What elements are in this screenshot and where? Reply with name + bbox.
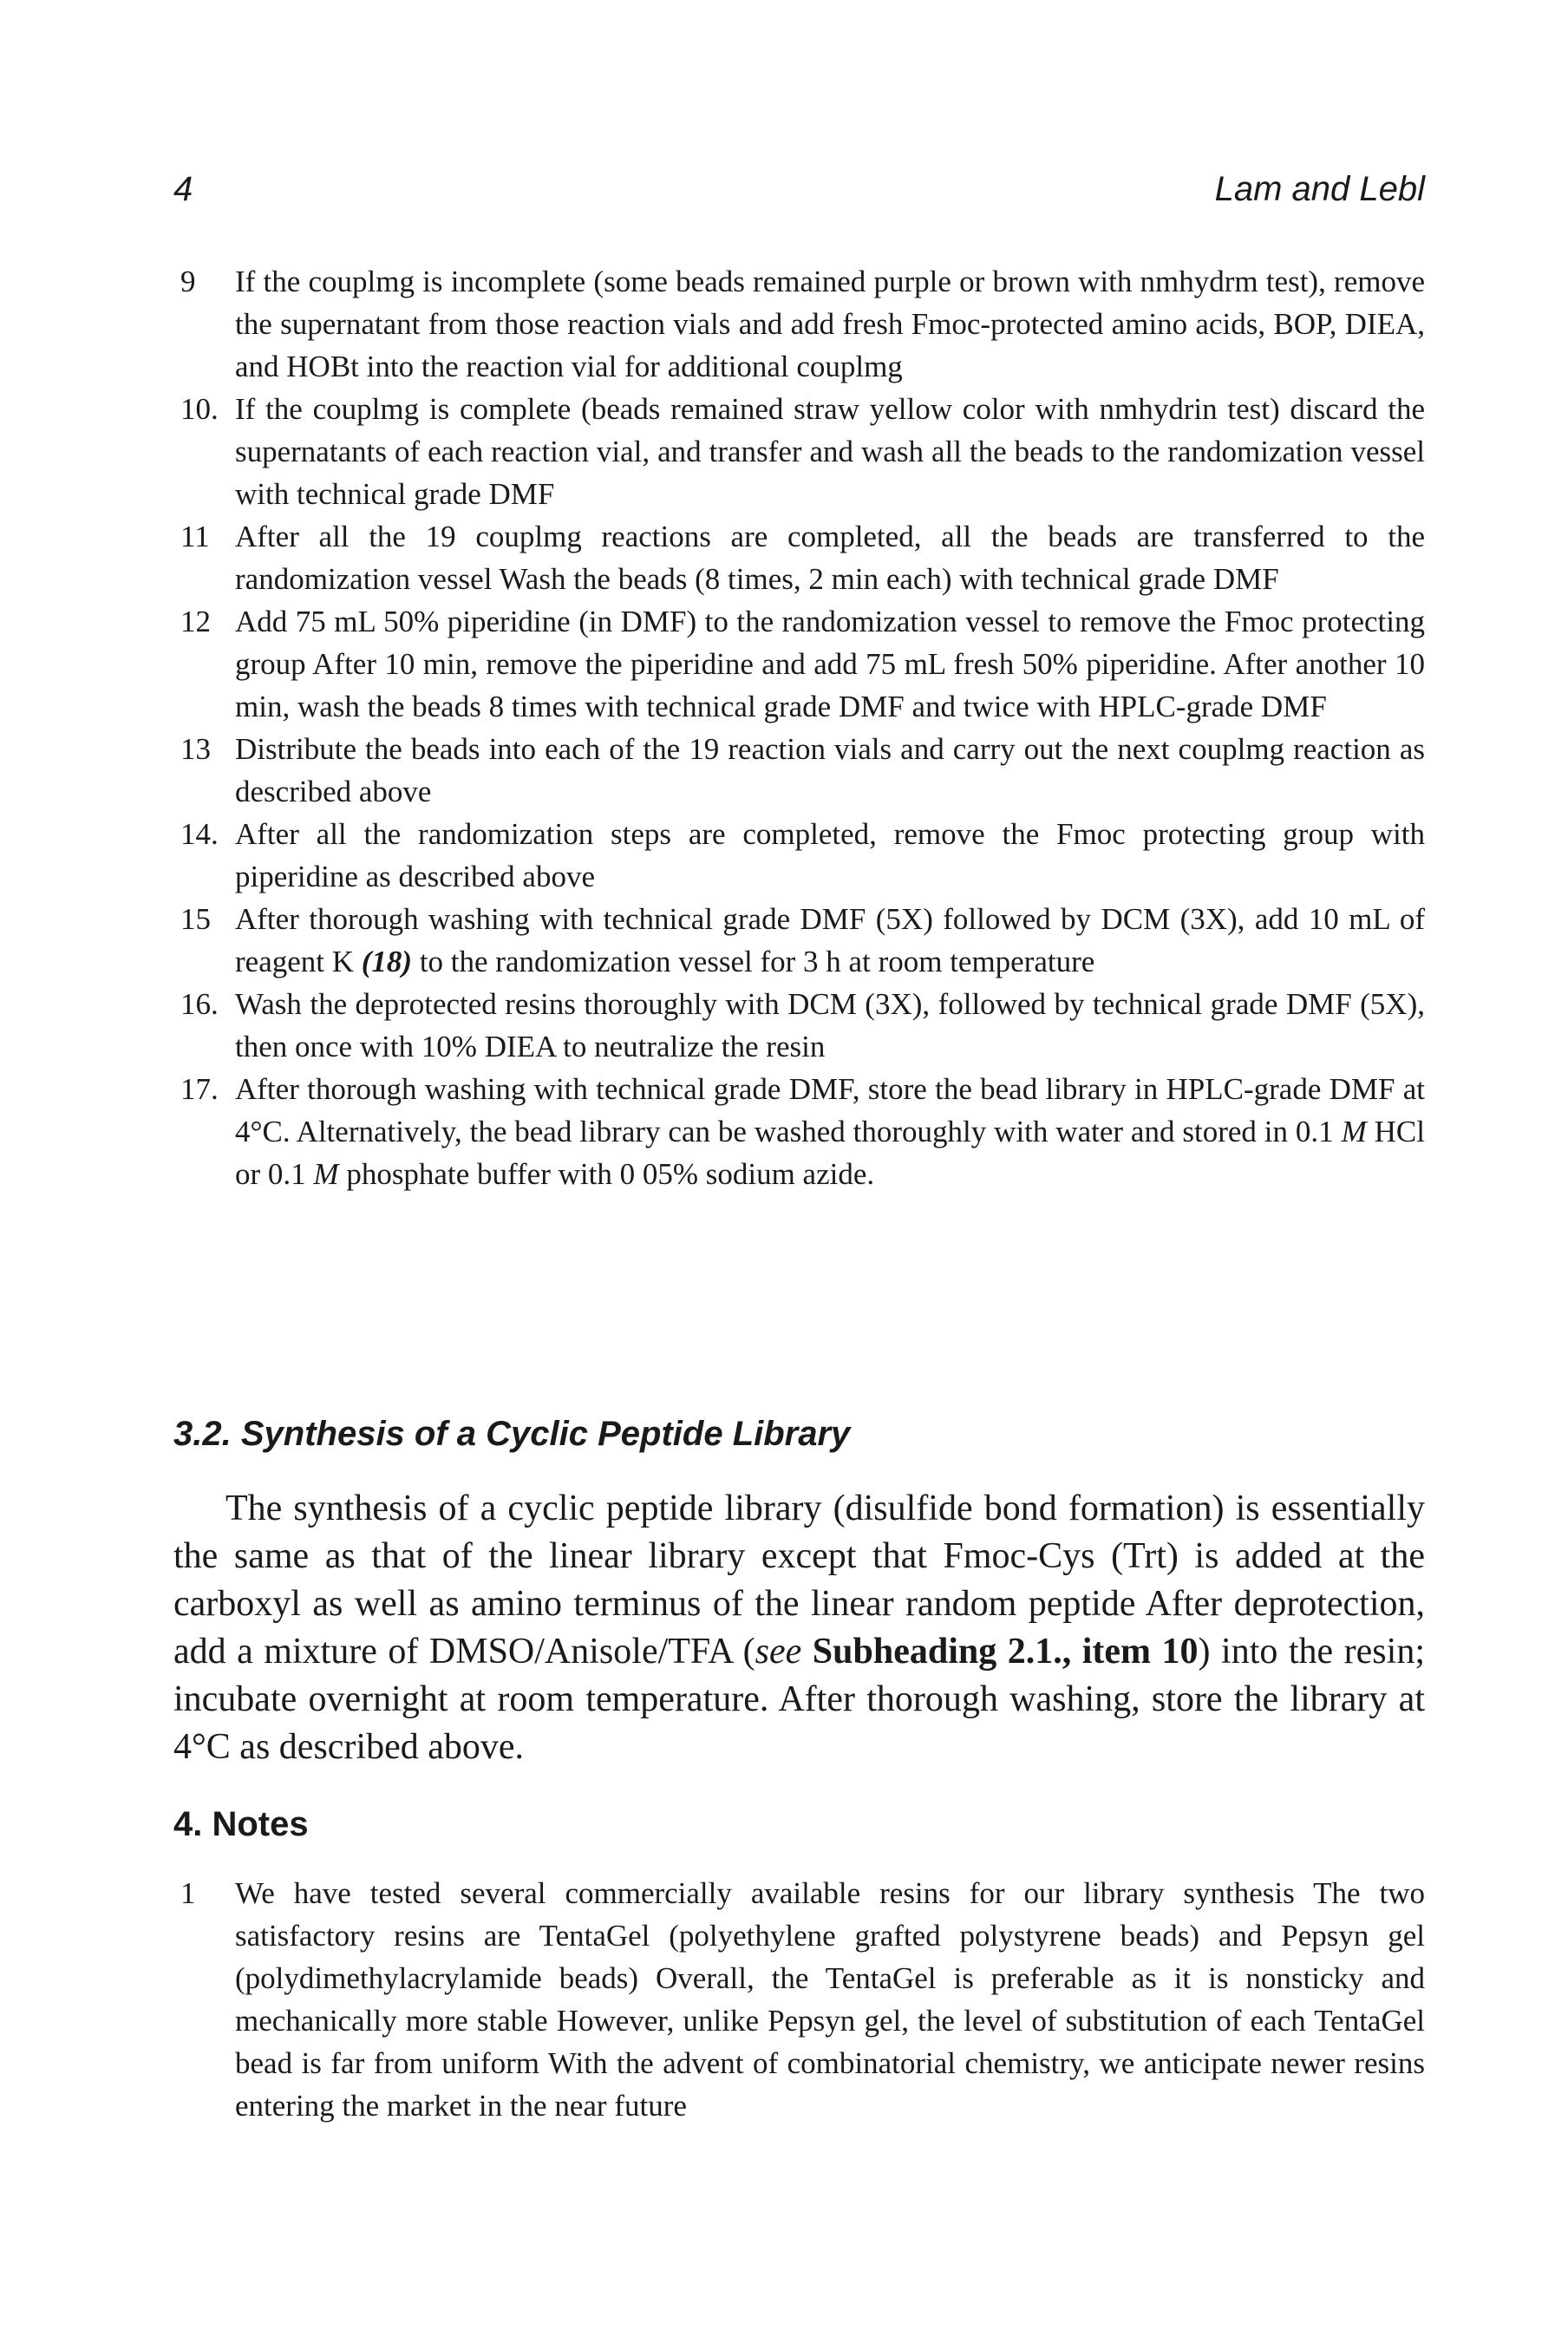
step-item (180, 983, 1425, 1068)
step-number: 13 (180, 732, 211, 766)
molarity-unit: M (313, 1157, 339, 1191)
note-item (180, 1872, 1425, 2127)
paragraph-text: The synthesis of a cyclic peptide library (disulfide bond formation) is essentially the same as that of the linear library except that Fmoc-Cys (Trt) is added at the carboxyl as well as amino terminus of the linear random peptide After deprotection, add a mixture of DMSO/Anisole/TFA ( (173, 1489, 1425, 1672)
step-number: 16. (180, 987, 219, 1021)
step-text: Add 75 mL 50% piperidine (in DMF) to the randomization vessel to remove the Fmoc protecting group After 10 min, remove the piperidine and add 75 mL fresh 50% piperidine. After another 10 min, wash the beads 8 times with technical grade DMF and twice with HPLC-grade DMF (235, 605, 1425, 723)
step-text: If the couplmg is incomplete (some beads remained purple or brown with nmhydrm test), remove the supernatant from those reaction vials and add fresh Fmoc-protected amino acids, BOP, DIEA, and HOBt into the reaction vial for additional couplmg (235, 265, 1425, 383)
subheading-reference: Subheading 2.1., item 10 (812, 1632, 1199, 1672)
step-number: 17. (180, 1072, 219, 1106)
running-title: Lam and Lebl (1214, 170, 1425, 208)
notes-heading: 4. Notes (173, 1805, 309, 1843)
step-text: If the couplmg is complete (beads remained straw yellow color with nmhydrin test) discard the supernatants of each reaction vial, and transfer and wash all the beads to the randomization vessel with technical grade DMF (235, 392, 1425, 511)
step-text: After thorough washing with technical grade DMF, store the bead library in HPLC-grade DMF at 4°C. Alternatively, the bead library can be washed thoroughly with water and stored in 0.1 (235, 1072, 1425, 1148)
step-text: After all the 19 couplmg reactions are completed, all the beads are transferred to the randomization vessel Wash the beads (8 times, 2 min each) with technical grade DMF (235, 520, 1425, 596)
step-number: 9 (180, 265, 196, 298)
step-number: 15 (180, 902, 211, 936)
page-number: 4 (173, 170, 193, 208)
step-number: 11 (180, 520, 210, 553)
section-3-2-paragraph (173, 1485, 1425, 1771)
step-text: to the randomization vessel for 3 h at room temperature (412, 945, 1095, 978)
step-item (180, 728, 1425, 813)
step-text: After thorough washing with technical grade DMF (5X) followed by DCM (3X), add 10 mL of reagent K (235, 902, 1425, 978)
notes-list (180, 1872, 1425, 2127)
paragraph-text: ) into the resin; incubate overnight at room temperature. After thorough washing, store the library at 4°C as described above. (173, 1632, 1425, 1767)
step-number: 10. (180, 392, 219, 426)
step-item (180, 813, 1425, 898)
reference-citation: (18) (361, 945, 413, 978)
step-text: Wash the deprotected resins thoroughly with DCM (3X), followed by technical grade DMF (5X), then once with 10% DIEA to neutralize the resin (235, 987, 1425, 1063)
see-reference: see (755, 1632, 802, 1672)
note-text: We have tested several commercially available resins for our library synthesis The two satisfactory resins are TentaGel (polyethylene grafted polystyrene beads) and Pepsyn gel (polydimethylacrylamide beads) Overall, the TentaGel is preferable as it is nonsticky and mechanically more stable However, unlike Pepsyn gel, the level of substitution of each TentaGel bead is far from uniform With the advent of combinatorial chemistry, we anticipate newer resins entering the market in the near future (235, 1876, 1425, 2123)
step-item (180, 388, 1425, 515)
step-item (180, 600, 1425, 728)
molarity-unit: M (1341, 1115, 1367, 1148)
step-text: Distribute the beads into each of the 19 reaction vials and carry out the next couplmg reaction as described above (235, 732, 1425, 808)
step-item (180, 1068, 1425, 1195)
step-text: HCl or 0.1 (235, 1115, 1425, 1191)
step-item (180, 515, 1425, 600)
step-number: 14. (180, 817, 219, 851)
step-number: 12 (180, 605, 211, 638)
step-item (180, 898, 1425, 983)
running-head (173, 163, 1425, 215)
step-item (180, 260, 1425, 388)
step-text: After all the randomization steps are completed, remove the Fmoc protecting group with piperidine as described above (235, 817, 1425, 893)
step-text: phosphate buffer with 0 05% sodium azide. (338, 1157, 875, 1191)
section-heading-3-2: 3.2. Synthesis of a Cyclic Peptide Library (173, 1415, 851, 1453)
note-number: 1 (180, 1876, 196, 1910)
procedure-steps (180, 260, 1425, 1195)
